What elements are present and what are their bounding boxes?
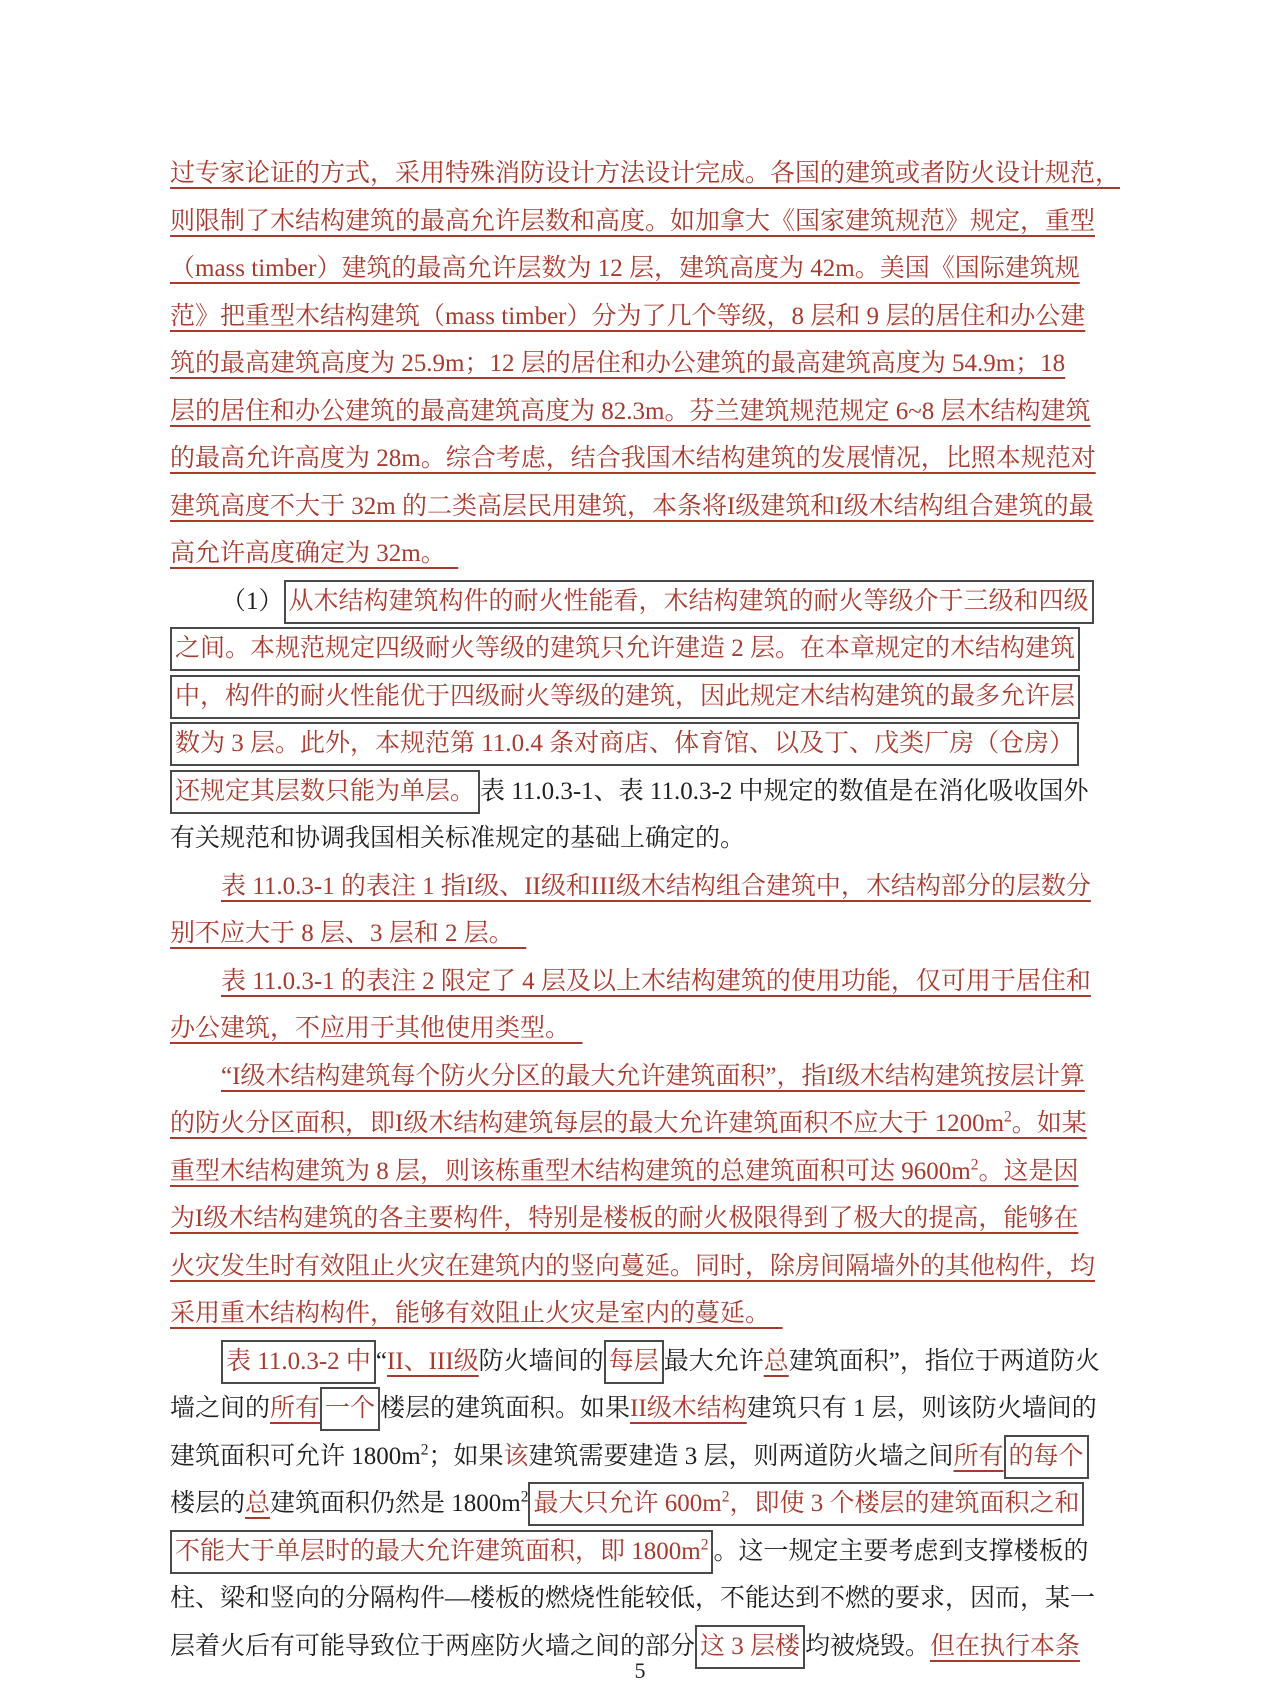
text-segment: 建筑需要建造 3 层，则两道防火墙之间 <box>528 1442 954 1470</box>
text-segment: ，即使 3 个楼层的建筑面积之和 <box>729 1490 1080 1517</box>
text-line <box>170 388 1122 436</box>
text-line <box>170 1480 1122 1528</box>
text-segment: 。如某 <box>1011 1110 1087 1137</box>
text-segment: 还规定其层数只能为单层。 <box>170 770 480 814</box>
text-segment: II、III级 <box>387 1347 479 1375</box>
text-line <box>170 1290 1122 1338</box>
text-segment: 有关规范和协调我国相关标准规定的基础上确定的。 <box>170 825 746 852</box>
text-segment: “ <box>375 1347 388 1375</box>
text-line <box>170 245 1122 293</box>
text-segment: 最大允许 <box>663 1347 764 1375</box>
text-segment: 建筑面积仍然是 1800m <box>270 1490 521 1517</box>
text-line <box>170 578 1122 626</box>
text-segment: 楼层的 <box>170 1490 246 1517</box>
text-segment: 但在执行本条 <box>930 1632 1081 1660</box>
text-line <box>170 150 1122 198</box>
text-segment: 过专家论证的方式，采用特殊消防设计方法设计完成。各国的建筑或者防火设计规范， <box>170 160 1121 187</box>
text-segment: 火灾发生时有效阻止火灾在建筑内的竖向蔓延。同时，除房间隔墙外的其他构件，均 <box>170 1252 1096 1280</box>
text-line <box>170 1005 1122 1053</box>
page-number: 5 <box>634 1658 646 1683</box>
text-segment: 高允许高度确定为 32m。 <box>170 540 459 567</box>
text-segment: 筑的最高建筑高度为 25.9m；12 层的居住和办公建筑的最高建筑高度为 54.9m；18 <box>170 350 1066 377</box>
text-line <box>170 1338 1122 1386</box>
text-segment: 采用重木结构构件，能够有效阻止火灾是室内的蔓延。 <box>170 1300 783 1327</box>
text-segment: 2 <box>420 1441 429 1459</box>
text-line <box>170 1575 1122 1623</box>
text-segment: 总 <box>245 1490 271 1517</box>
text-line <box>170 1243 1122 1291</box>
text-segment <box>170 1158 1078 1185</box>
text-line <box>170 1195 1122 1243</box>
text-segment <box>170 1443 503 1470</box>
text-segment: 的最高允许高度为 28m。综合考虑，结合我国木结构建筑的发展情况，比照本规范对 <box>170 445 1096 472</box>
text-segment: 2 <box>1004 1108 1012 1126</box>
text-line <box>170 198 1122 246</box>
text-line <box>170 863 1122 911</box>
text-segment: 为I级木结构建筑的各主要构件，特别是楼板的耐火极限得到了极大的提高，能够在 <box>170 1205 1079 1232</box>
text-segment: 2 <box>970 1156 979 1174</box>
text-segment: 表 11.0.3-2 中 <box>221 1340 376 1384</box>
text-line <box>170 768 1122 816</box>
text-segment: 每层 <box>604 1340 664 1384</box>
text-segment: 所有 <box>270 1395 321 1422</box>
text-segment: 办公建筑，不应用于其他使用类型。 <box>170 1015 583 1042</box>
text-segment: 均被烧毁。 <box>805 1632 931 1660</box>
text-line <box>170 720 1122 768</box>
text-segment: 表 11.0.3-1 的表注 1 指I级、II级和III级木结构组合建筑中，木结构部分的层数分 <box>221 872 1091 900</box>
text-segment: 之间。本规范规定四级耐火等级的建筑只允许建造 2 层。在本章规定的木结构建筑 <box>170 627 1080 671</box>
text-segment: ；如果 <box>428 1442 504 1470</box>
text-line <box>170 958 1122 1006</box>
text-segment: 的防火分区面积，即I级木结构建筑每层的最大允许建筑面积不应大于 1200m <box>170 1110 1005 1137</box>
text-segment: 所有 <box>953 1442 1004 1470</box>
text-segment: （mass timber）建筑的最高允许层数为 12 层，建筑高度为 42m。美国《国际建筑规 <box>170 255 1080 282</box>
text-segment: 建筑只有 1 层，则该防火墙间的 <box>746 1395 1097 1422</box>
text-segment: 该 <box>503 1442 529 1470</box>
text-line <box>170 340 1122 388</box>
text-segment: 。这是因 <box>978 1157 1079 1185</box>
text-segment: 墙之间的 <box>170 1395 271 1422</box>
text-segment: 建筑面积可允许 1800m <box>170 1442 421 1470</box>
text-line <box>170 625 1122 673</box>
text-segment <box>270 1490 528 1517</box>
text-segment: 数为 3 层。此外，本规范第 11.0.4 条对商店、体育馆、以及丁、戊类厂房（仓房） <box>170 722 1079 766</box>
text-segment: 2 <box>700 1536 709 1554</box>
text-segment: 别不应大于 8 层、3 层和 2 层。 <box>170 920 527 947</box>
text-segment: 层着火后有可能导致位于两座防火墙之间的部分 <box>170 1632 696 1660</box>
text-line <box>170 1528 1122 1576</box>
text-line <box>170 1053 1122 1101</box>
text-segment: 则限制了木结构建筑的最高允许层数和高度。如加拿大《国家建筑规范》规定，重型 <box>170 207 1096 235</box>
text-segment: 2 <box>721 1488 730 1506</box>
text-line <box>170 1100 1122 1148</box>
text-line <box>170 673 1122 721</box>
text-segment: II级木结构 <box>630 1395 747 1422</box>
text-segment: 楼层的建筑面积。如果 <box>380 1395 631 1422</box>
text-line <box>170 1385 1122 1433</box>
text-segment <box>170 1110 1087 1137</box>
text-line <box>170 815 1122 863</box>
text-segment: 的每个 <box>1004 1435 1089 1479</box>
text-segment: 表 11.0.3-1、表 11.0.3-2 中规定的数值是在消化吸收国外 <box>480 777 1089 805</box>
text-segment <box>170 1530 713 1574</box>
text-block <box>170 150 1122 1670</box>
text-segment: 防火墙间的 <box>478 1347 604 1375</box>
text-segment: 一个 <box>320 1387 380 1431</box>
text-segment: “I级木结构建筑每个防火分区的最大允许建筑面积”，指I级木结构建筑按层计算 <box>221 1062 1085 1090</box>
text-segment: 层的居住和办公建筑的最高建筑高度为 82.3m。芬兰建筑规范规定 6~8 层木结构建筑 <box>170 397 1091 425</box>
text-segment: 中，构件的耐火性能优于四级耐火等级的建筑，因此规定木结构建筑的最多允许层 <box>170 675 1080 719</box>
text-line <box>170 293 1122 341</box>
text-segment: 柱、梁和竖向的分隔构件—楼板的燃烧性能较低，不能达到不燃的要求，因而，某一 <box>170 1585 1096 1612</box>
text-segment: 范》把重型木结构建筑（mass timber）分为了几个等级，8 层和 9 层的居住和办公建 <box>170 302 1086 330</box>
text-segment: 总 <box>763 1347 789 1375</box>
text-segment <box>528 1482 1084 1526</box>
text-segment: 这 3 层楼 <box>695 1625 805 1669</box>
text-segment: （1） <box>221 587 284 615</box>
text-segment: 。这一规定主要考虑到支撑楼板的 <box>713 1537 1089 1565</box>
text-segment: 重型木结构建筑为 8 层，则该栋重型木结构建筑的总建筑面积可达 9600m <box>170 1157 971 1185</box>
text-segment: 表 11.0.3-1 的表注 2 限定了 4 层及以上木结构建筑的使用功能，仅可用于居住和 <box>221 967 1091 995</box>
text-line <box>170 530 1122 578</box>
text-segment: 2 <box>520 1488 529 1506</box>
text-line <box>170 435 1122 483</box>
text-line <box>170 483 1122 531</box>
text-segment: 从木结构建筑构件的耐火性能看，木结构建筑的耐火等级介于三级和四级 <box>284 580 1094 624</box>
text-segment: 不能大于单层时的最大允许建筑面积，即 1800m <box>175 1537 701 1565</box>
text-line <box>170 1148 1122 1196</box>
text-line <box>170 1433 1122 1481</box>
text-segment: 建筑高度不大于 32m 的二类高层民用建筑，本条将I级建筑和I级木结构组合建筑的最 <box>170 492 1094 520</box>
text-segment: 建筑面积”，指位于两道防火 <box>788 1347 1100 1375</box>
text-segment: 最大只允许 600m <box>533 1490 722 1517</box>
text-line <box>170 910 1122 958</box>
